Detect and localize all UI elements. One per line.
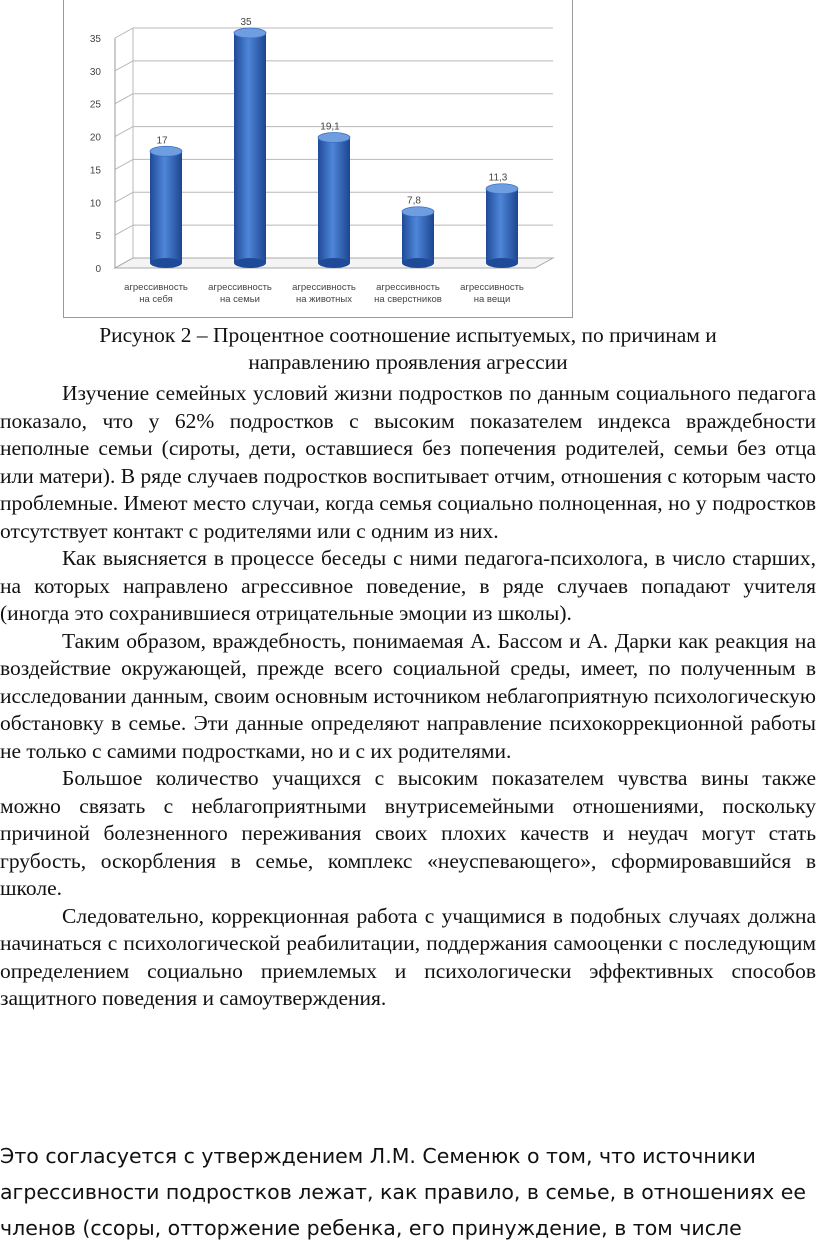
bar-top: [402, 207, 434, 217]
y-tick-label: 15: [89, 165, 101, 177]
continuation-text: [0, 1138, 816, 1246]
y-tick-label: 5: [95, 231, 101, 243]
bar-base: [234, 258, 266, 268]
bar-top: [234, 28, 266, 38]
gridline-depth: [115, 192, 133, 202]
gridline-depth: [115, 28, 133, 38]
figure-caption: [0, 322, 816, 376]
bar-top: [318, 132, 350, 142]
x-tick-label: агрессивность: [292, 282, 356, 293]
caption-line-2: направлению проявления агрессии: [248, 350, 568, 374]
x-tick-label: агрессивность: [208, 282, 272, 293]
bar-base: [150, 258, 182, 268]
bar: [150, 151, 182, 263]
bar: [402, 212, 434, 263]
bar-base: [486, 258, 518, 268]
chart-canvas: [64, 0, 574, 318]
x-tick-label: агрессивность: [376, 282, 440, 293]
y-tick-label: 10: [89, 198, 101, 210]
gridline-depth: [115, 127, 133, 137]
data-label: 19,1: [320, 121, 340, 133]
gridline-depth: [115, 159, 133, 169]
x-tick-label: на вещи: [473, 294, 511, 305]
bar-top: [150, 146, 182, 156]
text-line: членов (ссоры, отторжение ребенка, его принуждение, в том числе: [0, 1216, 742, 1240]
x-tick-label: агрессивность: [460, 282, 524, 293]
y-tick-label: 35: [89, 34, 101, 45]
paragraph: Изучение семейных условий жизни подростков по данным социального педагога показало, что у 62% подростков с высоким показателем индекса враждебности неполные семьи (сироты, дети, оставшиеся без попечения родителей, семьи без отца или матери). В ряде случаев подростков воспитывает отчим, отношения с которым часто проблемные. Имеют место случаи, когда семья социально полноценная, но у подростков отсутствует контакт с родителями или с одним из них.: [0, 381, 816, 543]
bar-top: [486, 184, 518, 194]
body-text: [0, 380, 816, 1013]
y-tick-label: 30: [89, 66, 101, 78]
text-line: Это согласуется с утверждением Л.М. Семенюк о том, что источники: [0, 1144, 756, 1168]
y-tick-label: 25: [89, 99, 101, 111]
bar-base: [318, 258, 350, 268]
y-tick-label: 20: [89, 132, 101, 144]
paragraph: Большое количество учащихся с высоким показателем чувства вины также можно связать с неблагоприятными внутрисемейными отношениями, поскольку причиной болезненного переживания своих плохих качеств и неудач могут стать грубость, оскорбления в семье, комплекс «неуспевающего», сформировавшийся в школе.: [0, 766, 816, 900]
x-tick-label: на сверстников: [374, 294, 442, 305]
gridline-depth: [115, 225, 133, 235]
data-label: 11,3: [488, 172, 508, 184]
paragraph: Таким образом, враждебность, понимаемая А. Бассом и А. Дарки как реакция на воздействие окружающей, прежде всего социальной среды, имеет, по полученным в исследовании данным, своим основным источником неблагоприятную психологическую обстановку в семье. Эти данные определяют направление психокоррекционной работы не только с самими подростками, но и с их родителями.: [0, 628, 816, 763]
x-tick-label: на семьи: [220, 294, 260, 305]
data-label: 35: [240, 17, 252, 28]
x-tick-label: агрессивность: [124, 282, 188, 293]
bar: [234, 33, 266, 263]
data-label: 17: [156, 135, 168, 147]
y-tick-label: 0: [95, 264, 101, 275]
x-tick-label: на себя: [139, 294, 173, 305]
gridline-depth: [115, 61, 133, 71]
x-tick-label: на животных: [295, 294, 353, 305]
data-label: 7,8: [407, 195, 421, 207]
text-line: агрессивности подростков лежат, как правило, в семье, в отношениях ее: [0, 1180, 806, 1204]
bar: [486, 189, 518, 263]
bar-chart: [63, 0, 573, 318]
caption-line-1: Рисунок 2 – Процентное соотношение испытуемых, по причинам и: [99, 323, 717, 347]
bar: [318, 137, 350, 263]
bar-base: [402, 258, 434, 268]
paragraph: Следовательно, коррекционная работа с учащимися в подобных случаях должна начинаться с психологической реабилитации, поддержания самооценки с последующим определением социально приемлемых и психологически эффективных способов защитного поведения и самоутверждения.: [0, 903, 816, 1010]
gridline-depth: [115, 94, 133, 104]
paragraph: Как выясняется в процессе беседы с ними педагога-психолога, в число старших, на которых направлено агрессивное поведение, в ряде случаев попадают учителя (иногда это сохранившиеся отрицательные эмоции из школы).: [0, 546, 816, 625]
